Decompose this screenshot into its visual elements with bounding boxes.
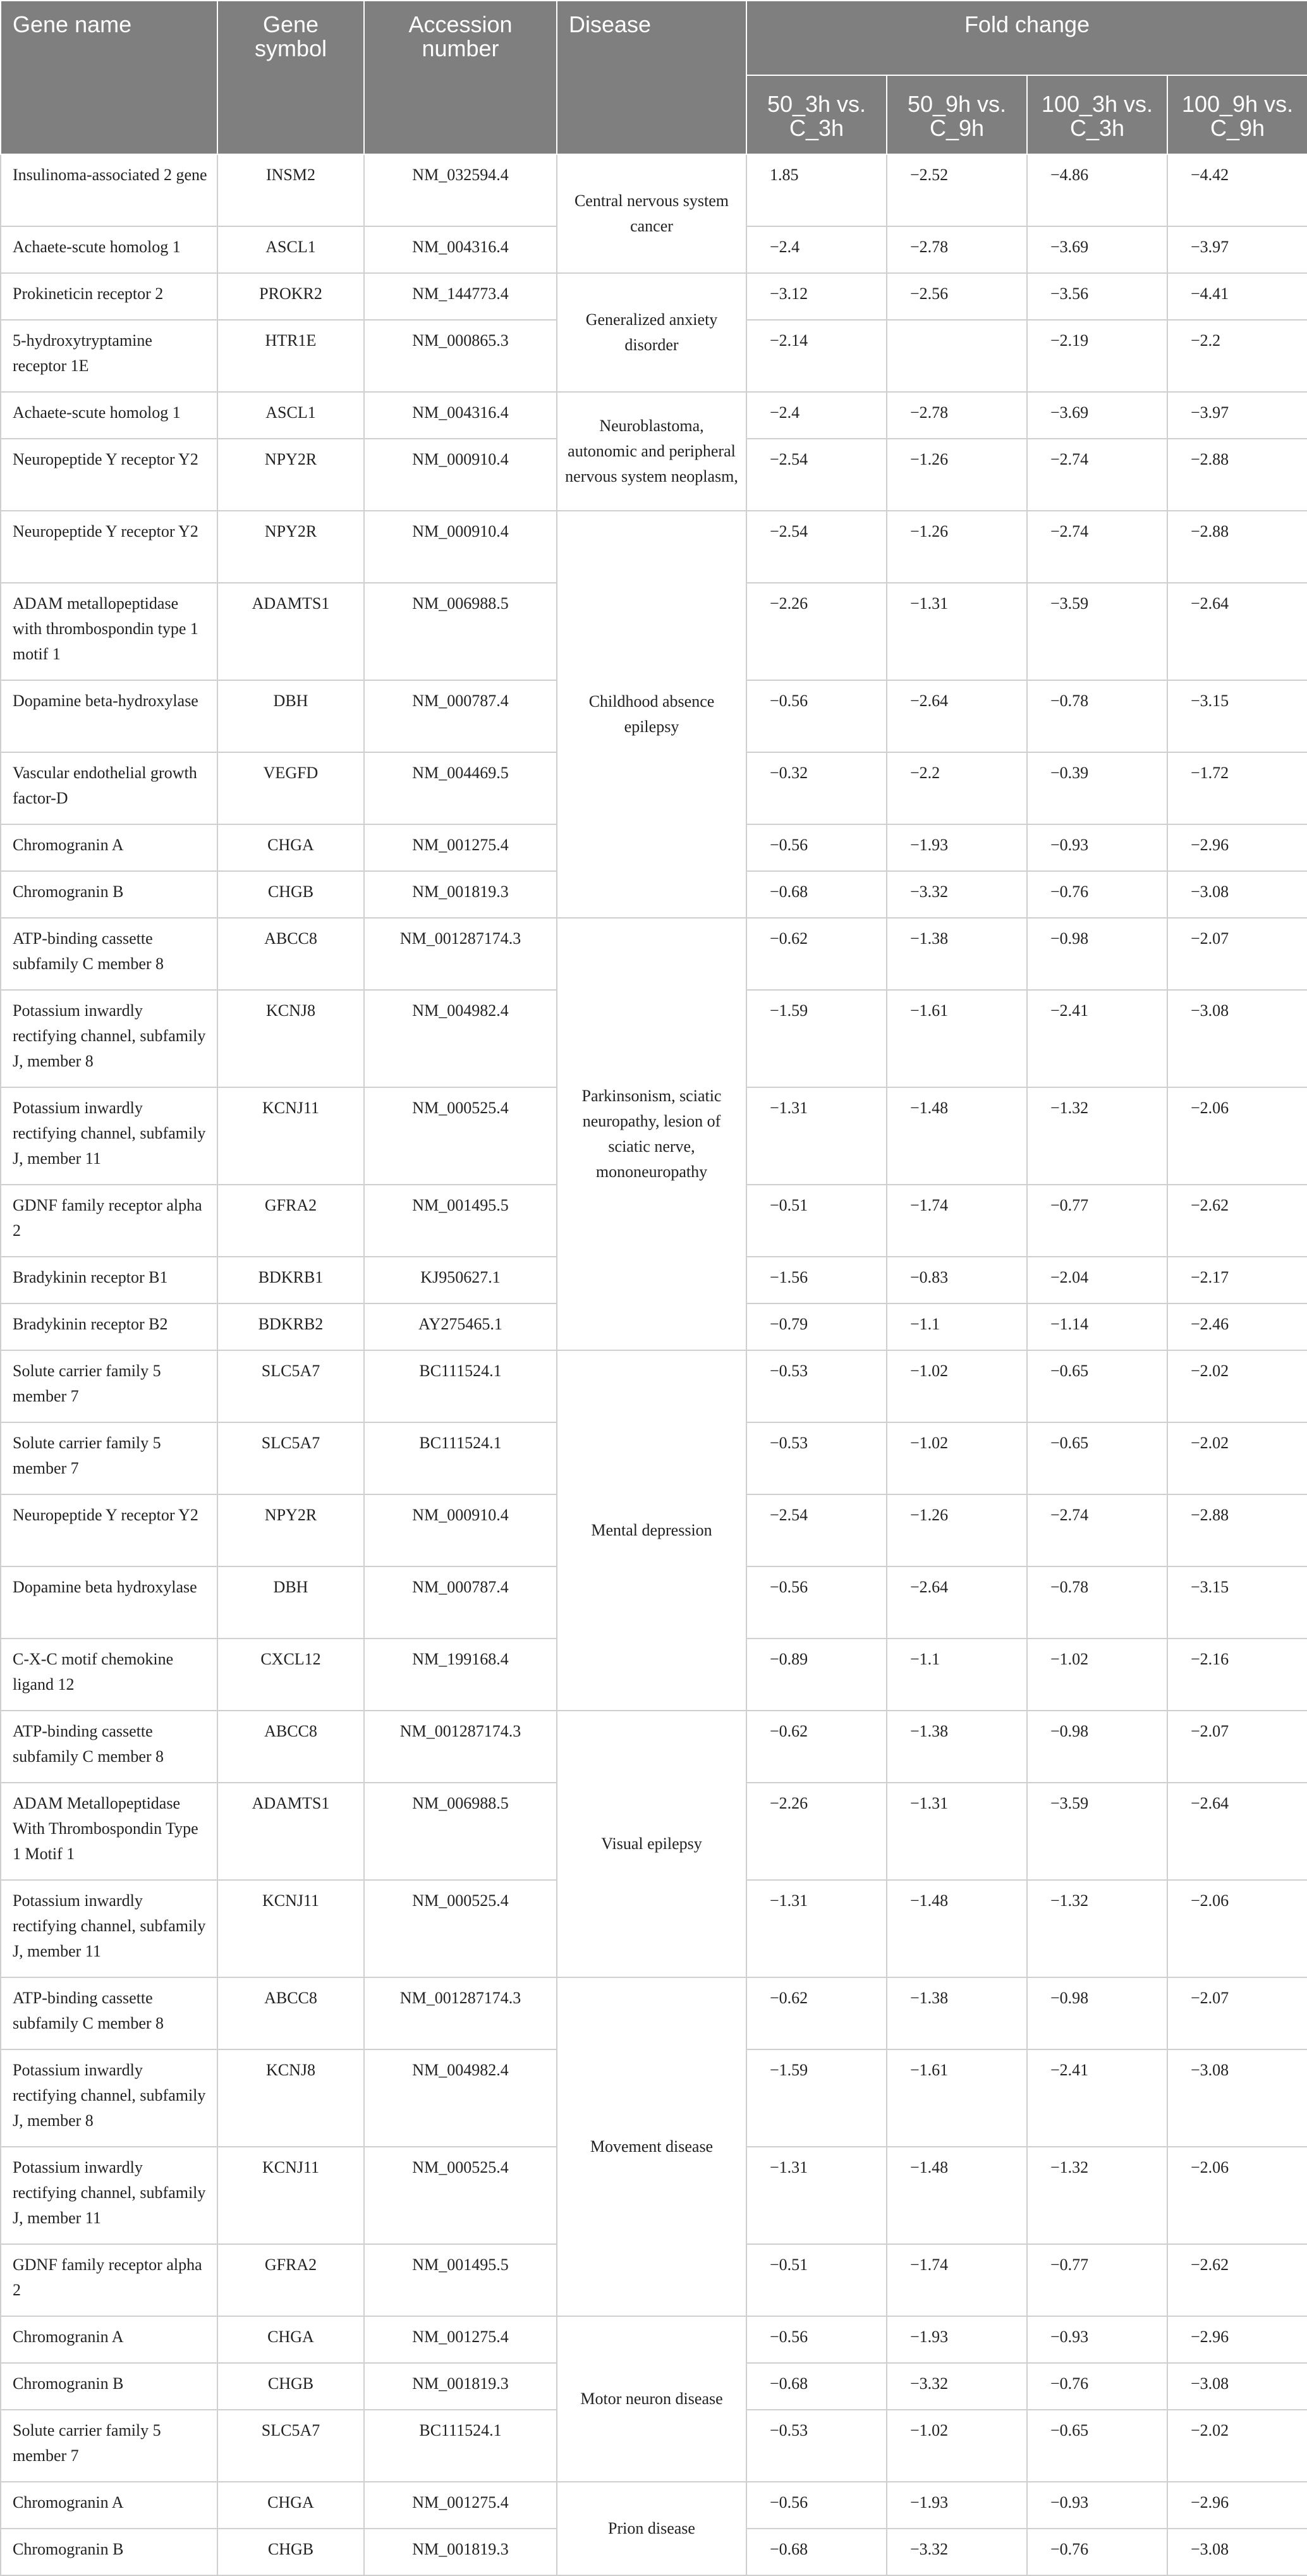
gene-symbol-cell: NPY2R <box>217 1494 364 1566</box>
accession-number-cell: NM_001275.4 <box>364 824 557 871</box>
fold-change-cell: −2.2 <box>1167 320 1307 392</box>
gene-symbol-cell: ASCL1 <box>217 226 364 273</box>
fold-change-cell: −0.83 <box>887 1257 1027 1303</box>
fold-change-cell: −1.93 <box>887 2482 1027 2529</box>
accession-number-cell: NM_004982.4 <box>364 2049 557 2147</box>
fold-change-cell: −2.14 <box>746 320 887 392</box>
fold-change-cell: −2.07 <box>1167 1711 1307 1783</box>
table-row <box>1 2316 1307 2363</box>
fold-change-cell: −1.48 <box>887 1880 1027 1977</box>
header-gene-name: Gene name <box>1 1 217 154</box>
accession-number-cell: NM_004316.4 <box>364 226 557 273</box>
gene-name-cell: Solute carrier family 5 member 7 <box>1 2410 217 2482</box>
fold-change-cell: −1.26 <box>887 511 1027 583</box>
fold-change-cell: −1.61 <box>887 2049 1027 2147</box>
gene-symbol-cell: ASCL1 <box>217 392 364 439</box>
fold-change-cell: −2.88 <box>1167 511 1307 583</box>
fold-change-cell: −2.06 <box>1167 1880 1307 1977</box>
fold-change-cell: −3.08 <box>1167 990 1307 1087</box>
fold-change-cell: −4.41 <box>1167 273 1307 320</box>
fold-change-cell: −1.26 <box>887 1494 1027 1566</box>
fold-change-cell: −0.56 <box>746 2316 887 2363</box>
gene-symbol-cell: CHGA <box>217 2316 364 2363</box>
gene-symbol-cell: CHGB <box>217 2529 364 2575</box>
accession-number-cell: NM_000525.4 <box>364 2147 557 2244</box>
gene-name-cell: Potassium inwardly rectifying channel, subfamily J, member 11 <box>1 2147 217 2244</box>
fold-change-cell: −1.38 <box>887 1977 1027 2049</box>
gene-symbol-cell: VEGFD <box>217 752 364 824</box>
fold-change-cell: −1.1 <box>887 1303 1027 1350</box>
gene-name-cell: Chromogranin A <box>1 2482 217 2529</box>
fold-change-cell: −1.38 <box>887 1711 1027 1783</box>
gene-name-cell: Vascular endothelial growth factor-D <box>1 752 217 824</box>
fold-change-cell: −3.15 <box>1167 680 1307 752</box>
fold-change-cell: −2.74 <box>1027 1494 1167 1566</box>
gene-symbol-cell: KCNJ8 <box>217 990 364 1087</box>
gene-symbol-cell: NPY2R <box>217 439 364 511</box>
fold-change-cell: −0.56 <box>746 680 887 752</box>
table-row <box>1 1711 1307 1783</box>
fold-change-cell: −0.76 <box>1027 2529 1167 2575</box>
fold-change-cell: −2.41 <box>1027 990 1167 1087</box>
fold-change-cell: −0.79 <box>746 1303 887 1350</box>
fold-change-cell: −3.59 <box>1027 1783 1167 1880</box>
table-header <box>1 1 1307 154</box>
fold-change-cell: −2.07 <box>1167 1977 1307 2049</box>
fold-change-cell: −0.56 <box>746 824 887 871</box>
fold-change-cell: −0.68 <box>746 871 887 918</box>
table-body <box>1 154 1307 2575</box>
table-row <box>1 273 1307 320</box>
gene-name-cell: 5-hydroxytryptamine receptor 1E <box>1 320 217 392</box>
fold-change-cell: −0.78 <box>1027 1566 1167 1639</box>
fold-change-cell: −2.19 <box>1027 320 1167 392</box>
fold-change-cell: −2.4 <box>746 226 887 273</box>
fold-change-cell: −2.62 <box>1167 2244 1307 2316</box>
fold-change-cell: −2.74 <box>1027 511 1167 583</box>
header-fold-change: Fold change <box>746 1 1307 75</box>
gene-name-cell: Prokineticin receptor 2 <box>1 273 217 320</box>
fold-change-cell: −1.32 <box>1027 2147 1167 2244</box>
fold-change-cell: −0.98 <box>1027 1711 1167 1783</box>
fold-change-cell <box>887 320 1027 392</box>
header-comparison-100-3h: 100_3h vs. C_3h <box>1027 75 1167 154</box>
gene-symbol-cell: DBH <box>217 680 364 752</box>
gene-symbol-cell: ADAMTS1 <box>217 583 364 680</box>
fold-change-cell: −0.93 <box>1027 2316 1167 2363</box>
gene-name-cell: Achaete-scute homolog 1 <box>1 226 217 273</box>
fold-change-cell: −0.56 <box>746 2482 887 2529</box>
fold-change-cell: −0.62 <box>746 1711 887 1783</box>
gene-name-cell: Chromogranin B <box>1 2363 217 2410</box>
fold-change-cell: −2.26 <box>746 1783 887 1880</box>
gene-name-cell: ADAM Metallopeptidase With Thrombospondin Type 1 Motif 1 <box>1 1783 217 1880</box>
fold-change-cell: −3.32 <box>887 2363 1027 2410</box>
fold-change-cell: −2.26 <box>746 583 887 680</box>
fold-change-cell: −2.54 <box>746 439 887 511</box>
accession-number-cell: NM_032594.4 <box>364 154 557 226</box>
fold-change-cell: −1.26 <box>887 439 1027 511</box>
fold-change-cell: −0.32 <box>746 752 887 824</box>
fold-change-cell: −1.1 <box>887 1639 1027 1711</box>
fold-change-cell: −2.16 <box>1167 1639 1307 1711</box>
accession-number-cell: NM_001275.4 <box>364 2316 557 2363</box>
gene-symbol-cell: BDKRB1 <box>217 1257 364 1303</box>
fold-change-cell: −3.08 <box>1167 2049 1307 2147</box>
fold-change-cell: −2.46 <box>1167 1303 1307 1350</box>
fold-change-cell: −2.64 <box>1167 583 1307 680</box>
disease-cell: Neuroblastoma, autonomic and peripheral nervous system neoplasm, <box>557 392 746 511</box>
fold-change-cell: −0.53 <box>746 2410 887 2482</box>
fold-change-cell: −2.06 <box>1167 2147 1307 2244</box>
fold-change-cell: −0.77 <box>1027 2244 1167 2316</box>
fold-change-cell: −0.62 <box>746 1977 887 2049</box>
accession-number-cell: AY275465.1 <box>364 1303 557 1350</box>
fold-change-cell: −2.64 <box>887 1566 1027 1639</box>
disease-cell: Generalized anxiety disorder <box>557 273 746 392</box>
accession-number-cell: NM_144773.4 <box>364 273 557 320</box>
gene-symbol-cell: CHGA <box>217 2482 364 2529</box>
accession-number-cell: NM_000910.4 <box>364 511 557 583</box>
fold-change-cell: −0.65 <box>1027 2410 1167 2482</box>
gene-symbol-cell: KCNJ11 <box>217 1880 364 1977</box>
fold-change-cell: −1.93 <box>887 824 1027 871</box>
gene-symbol-cell: HTR1E <box>217 320 364 392</box>
fold-change-cell: −3.08 <box>1167 2363 1307 2410</box>
gene-name-cell: Potassium inwardly rectifying channel, subfamily J, member 8 <box>1 2049 217 2147</box>
fold-change-cell: −0.93 <box>1027 824 1167 871</box>
gene-symbol-cell: CHGB <box>217 2363 364 2410</box>
table-row <box>1 392 1307 439</box>
gene-symbol-cell: CXCL12 <box>217 1639 364 1711</box>
gene-name-cell: Neuropeptide Y receptor Y2 <box>1 511 217 583</box>
fold-change-cell: −0.77 <box>1027 1185 1167 1257</box>
accession-number-cell: NM_001819.3 <box>364 2363 557 2410</box>
fold-change-cell: −1.59 <box>746 990 887 1087</box>
fold-change-cell: −2.78 <box>887 392 1027 439</box>
fold-change-cell: −1.48 <box>887 2147 1027 2244</box>
disease-cell: Visual epilepsy <box>557 1711 746 1977</box>
accession-number-cell: NM_000910.4 <box>364 1494 557 1566</box>
fold-change-cell: −3.69 <box>1027 392 1167 439</box>
fold-change-cell: −0.76 <box>1027 2363 1167 2410</box>
fold-change-cell: −1.02 <box>887 1422 1027 1494</box>
fold-change-cell: −2.64 <box>887 680 1027 752</box>
gene-symbol-cell: GFRA2 <box>217 1185 364 1257</box>
accession-number-cell: BC111524.1 <box>364 2410 557 2482</box>
accession-number-cell: NM_001287174.3 <box>364 1711 557 1783</box>
gene-symbol-cell: SLC5A7 <box>217 1422 364 1494</box>
fold-change-cell: −1.31 <box>746 1880 887 1977</box>
disease-cell: Childhood absence epilepsy <box>557 511 746 918</box>
gene-name-cell: Bradykinin receptor B2 <box>1 1303 217 1350</box>
table-row <box>1 1350 1307 1422</box>
fold-change-cell: −2.96 <box>1167 2482 1307 2529</box>
disease-cell: Parkinsonism, sciatic neuropathy, lesion of sciatic nerve, mononeuropathy <box>557 918 746 1350</box>
gene-symbol-cell: GFRA2 <box>217 2244 364 2316</box>
accession-number-cell: NM_001495.5 <box>364 1185 557 1257</box>
fold-change-cell: −1.31 <box>746 2147 887 2244</box>
fold-change-cell: −3.08 <box>1167 2529 1307 2575</box>
header-comparison-50-9h: 50_9h vs. C_9h <box>887 75 1027 154</box>
fold-change-cell: −0.68 <box>746 2529 887 2575</box>
fold-change-cell: −0.56 <box>746 1566 887 1639</box>
fold-change-cell: −1.31 <box>887 1783 1027 1880</box>
disease-cell: Prion disease <box>557 2482 746 2575</box>
accession-number-cell: NM_000525.4 <box>364 1087 557 1185</box>
fold-change-cell: −3.56 <box>1027 273 1167 320</box>
fold-change-cell: −2.54 <box>746 1494 887 1566</box>
fold-change-cell: −1.61 <box>887 990 1027 1087</box>
fold-change-cell: −2.04 <box>1027 1257 1167 1303</box>
accession-number-cell: NM_000910.4 <box>364 439 557 511</box>
fold-change-cell: −2.52 <box>887 154 1027 226</box>
gene-name-cell: Chromogranin B <box>1 2529 217 2575</box>
fold-change-cell: −0.76 <box>1027 871 1167 918</box>
fold-change-cell: −2.2 <box>887 752 1027 824</box>
fold-change-cell: −2.06 <box>1167 1087 1307 1185</box>
fold-change-cell: −1.14 <box>1027 1303 1167 1350</box>
gene-symbol-cell: SLC5A7 <box>217 1350 364 1422</box>
fold-change-cell: −0.98 <box>1027 1977 1167 2049</box>
gene-name-cell: Potassium inwardly rectifying channel, subfamily J, member 11 <box>1 1087 217 1185</box>
fold-change-cell: −1.02 <box>887 2410 1027 2482</box>
gene-name-cell: Chromogranin A <box>1 824 217 871</box>
gene-name-cell: Achaete-scute homolog 1 <box>1 392 217 439</box>
fold-change-cell: −3.97 <box>1167 226 1307 273</box>
table-row <box>1 2482 1307 2529</box>
gene-symbol-cell: ABCC8 <box>217 918 364 990</box>
gene-name-cell: Dopamine beta-hydroxylase <box>1 680 217 752</box>
table-row <box>1 511 1307 583</box>
gene-name-cell: Solute carrier family 5 member 7 <box>1 1350 217 1422</box>
gene-name-cell: Potassium inwardly rectifying channel, subfamily J, member 11 <box>1 1880 217 1977</box>
accession-number-cell: NM_000865.3 <box>364 320 557 392</box>
fold-change-cell: −3.15 <box>1167 1566 1307 1639</box>
fold-change-cell: −0.65 <box>1027 1350 1167 1422</box>
fold-change-cell: −2.4 <box>746 392 887 439</box>
fold-change-cell: −2.74 <box>1027 439 1167 511</box>
gene-symbol-cell: SLC5A7 <box>217 2410 364 2482</box>
gene-symbol-cell: KCNJ8 <box>217 2049 364 2147</box>
accession-number-cell: NM_001275.4 <box>364 2482 557 2529</box>
header-comparison-100-9h: 100_9h vs. C_9h <box>1167 75 1307 154</box>
fold-change-cell: −3.08 <box>1167 871 1307 918</box>
gene-symbol-cell: INSM2 <box>217 154 364 226</box>
fold-change-cell: −1.02 <box>887 1350 1027 1422</box>
fold-change-cell: −1.31 <box>746 1087 887 1185</box>
gene-symbol-cell: BDKRB2 <box>217 1303 364 1350</box>
header-accession-number: Accession number <box>364 1 557 154</box>
fold-change-cell: −2.54 <box>746 511 887 583</box>
fold-change-cell: −2.56 <box>887 273 1027 320</box>
accession-number-cell: NM_000525.4 <box>364 1880 557 1977</box>
gene-symbol-cell: PROKR2 <box>217 273 364 320</box>
fold-change-cell: −0.51 <box>746 2244 887 2316</box>
fold-change-cell: −2.78 <box>887 226 1027 273</box>
fold-change-cell: −1.59 <box>746 2049 887 2147</box>
fold-change-cell: −1.31 <box>887 583 1027 680</box>
fold-change-cell: −3.69 <box>1027 226 1167 273</box>
fold-change-cell: −3.32 <box>887 2529 1027 2575</box>
gene-name-cell: ATP-binding cassette subfamily C member 8 <box>1 1711 217 1783</box>
fold-change-cell: −1.48 <box>887 1087 1027 1185</box>
fold-change-cell: 1.85 <box>746 154 887 226</box>
fold-change-cell: −3.12 <box>746 273 887 320</box>
accession-number-cell: NM_000787.4 <box>364 1566 557 1639</box>
gene-name-cell: Neuropeptide Y receptor Y2 <box>1 1494 217 1566</box>
gene-name-cell: Potassium inwardly rectifying channel, subfamily J, member 8 <box>1 990 217 1087</box>
fold-change-cell: −2.96 <box>1167 2316 1307 2363</box>
fold-change-cell: −0.78 <box>1027 680 1167 752</box>
accession-number-cell: NM_001287174.3 <box>364 918 557 990</box>
gene-symbol-cell: CHGB <box>217 871 364 918</box>
fold-change-cell: −0.51 <box>746 1185 887 1257</box>
accession-number-cell: NM_001819.3 <box>364 871 557 918</box>
accession-number-cell: NM_006988.5 <box>364 583 557 680</box>
gene-name-cell: Chromogranin B <box>1 871 217 918</box>
disease-cell: Motor neuron disease <box>557 2316 746 2482</box>
fold-change-cell: −2.02 <box>1167 1422 1307 1494</box>
fold-change-cell: −1.74 <box>887 1185 1027 1257</box>
gene-symbol-cell: KCNJ11 <box>217 2147 364 2244</box>
gene-symbol-cell: CHGA <box>217 824 364 871</box>
gene-symbol-cell: DBH <box>217 1566 364 1639</box>
fold-change-cell: −0.39 <box>1027 752 1167 824</box>
gene-symbol-cell: ABCC8 <box>217 1711 364 1783</box>
fold-change-cell: −3.59 <box>1027 583 1167 680</box>
fold-change-cell: −0.62 <box>746 918 887 990</box>
fold-change-cell: −2.07 <box>1167 918 1307 990</box>
fold-change-cell: −0.53 <box>746 1422 887 1494</box>
fold-change-cell: −0.89 <box>746 1639 887 1711</box>
header-comparison-50-3h: 50_3h vs. C_3h <box>746 75 887 154</box>
accession-number-cell: NM_006988.5 <box>364 1783 557 1880</box>
gene-name-cell: C-X-C motif chemokine ligand 12 <box>1 1639 217 1711</box>
table-row <box>1 918 1307 990</box>
gene-name-cell: Insulinoma-associated 2 gene <box>1 154 217 226</box>
accession-number-cell: KJ950627.1 <box>364 1257 557 1303</box>
gene-symbol-cell: NPY2R <box>217 511 364 583</box>
gene-name-cell: ADAM metallopeptidase with thrombospondin type 1 motif 1 <box>1 583 217 680</box>
gene-name-cell: Solute carrier family 5 member 7 <box>1 1422 217 1494</box>
fold-change-cell: −2.02 <box>1167 1350 1307 1422</box>
fold-change-cell: −1.32 <box>1027 1087 1167 1185</box>
fold-change-cell: −2.64 <box>1167 1783 1307 1880</box>
disease-cell: Movement disease <box>557 1977 746 2316</box>
gene-name-cell: ATP-binding cassette subfamily C member 8 <box>1 1977 217 2049</box>
table-row <box>1 154 1307 226</box>
gene-symbol-cell: ABCC8 <box>217 1977 364 2049</box>
fold-change-cell: −1.56 <box>746 1257 887 1303</box>
accession-number-cell: NM_004469.5 <box>364 752 557 824</box>
accession-number-cell: NM_199168.4 <box>364 1639 557 1711</box>
gene-symbol-cell: ADAMTS1 <box>217 1783 364 1880</box>
fold-change-cell: −1.72 <box>1167 752 1307 824</box>
gene-name-cell: ATP-binding cassette subfamily C member 8 <box>1 918 217 990</box>
fold-change-cell: −2.88 <box>1167 439 1307 511</box>
gene-name-cell: Neuropeptide Y receptor Y2 <box>1 439 217 511</box>
header-disease: Disease <box>557 1 746 154</box>
gene-name-cell: Dopamine beta hydroxylase <box>1 1566 217 1639</box>
fold-change-cell: −0.65 <box>1027 1422 1167 1494</box>
fold-change-cell: −2.17 <box>1167 1257 1307 1303</box>
fold-change-cell: −0.93 <box>1027 2482 1167 2529</box>
gene-symbol-cell: KCNJ11 <box>217 1087 364 1185</box>
fold-change-cell: −2.02 <box>1167 2410 1307 2482</box>
table-row <box>1 1977 1307 2049</box>
fold-change-cell: −1.32 <box>1027 1880 1167 1977</box>
accession-number-cell: NM_000787.4 <box>364 680 557 752</box>
fold-change-cell: −2.62 <box>1167 1185 1307 1257</box>
fold-change-cell: −1.93 <box>887 2316 1027 2363</box>
accession-number-cell: NM_001495.5 <box>364 2244 557 2316</box>
gene-name-cell: GDNF family receptor alpha 2 <box>1 1185 217 1257</box>
fold-change-cell: −0.98 <box>1027 918 1167 990</box>
fold-change-cell: −3.97 <box>1167 392 1307 439</box>
fold-change-cell: −1.38 <box>887 918 1027 990</box>
fold-change-cell: −1.74 <box>887 2244 1027 2316</box>
gene-name-cell: GDNF family receptor alpha 2 <box>1 2244 217 2316</box>
fold-change-cell: −2.96 <box>1167 824 1307 871</box>
accession-number-cell: NM_004982.4 <box>364 990 557 1087</box>
disease-cell: Mental depression <box>557 1350 746 1711</box>
fold-change-cell: −4.42 <box>1167 154 1307 226</box>
fold-change-cell: −3.32 <box>887 871 1027 918</box>
fold-change-cell: −4.86 <box>1027 154 1167 226</box>
accession-number-cell: BC111524.1 <box>364 1422 557 1494</box>
accession-number-cell: BC111524.1 <box>364 1350 557 1422</box>
fold-change-cell: −0.53 <box>746 1350 887 1422</box>
disease-cell: Central nervous system cancer <box>557 154 746 273</box>
fold-change-cell: −2.88 <box>1167 1494 1307 1566</box>
accession-number-cell: NM_001819.3 <box>364 2529 557 2575</box>
fold-change-cell: −1.02 <box>1027 1639 1167 1711</box>
fold-change-cell: −2.41 <box>1027 2049 1167 2147</box>
fold-change-cell: −0.68 <box>746 2363 887 2410</box>
gene-name-cell: Chromogranin A <box>1 2316 217 2363</box>
header-gene-symbol: Gene symbol <box>217 1 364 154</box>
gene-name-cell: Bradykinin receptor B1 <box>1 1257 217 1303</box>
accession-number-cell: NM_001287174.3 <box>364 1977 557 2049</box>
accession-number-cell: NM_004316.4 <box>364 392 557 439</box>
